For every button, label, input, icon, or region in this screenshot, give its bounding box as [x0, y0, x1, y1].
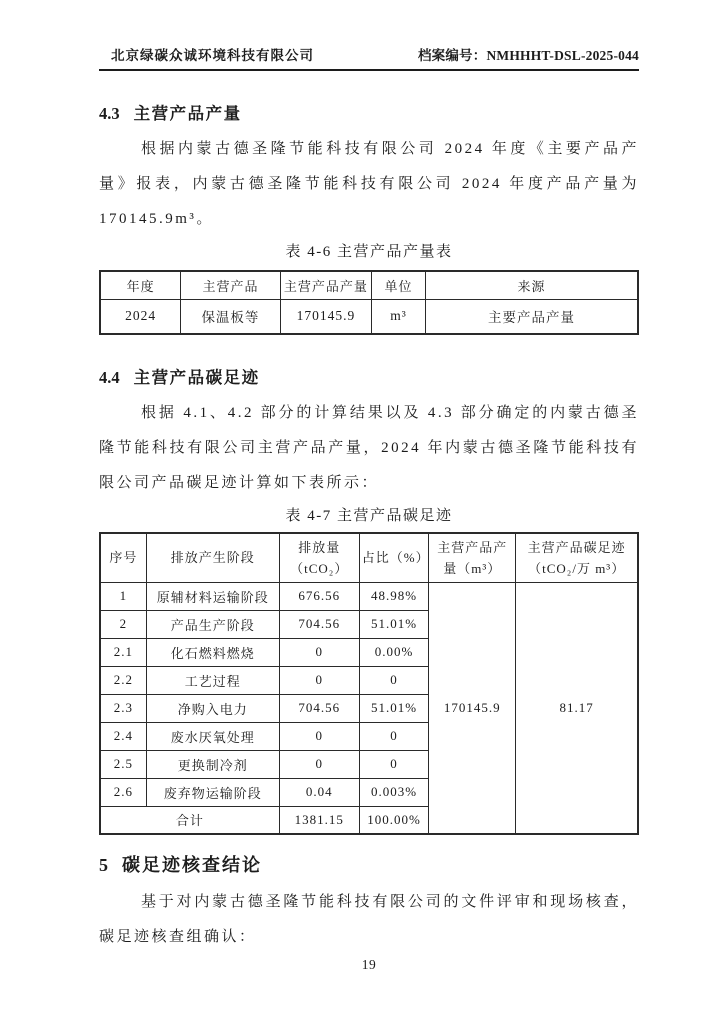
t47-cell-ratio: 48.98%: [359, 582, 428, 610]
t47-header-emission-line2: （tCO₂）: [290, 560, 349, 576]
header-doc-number: [418, 44, 639, 64]
t47-cell-index: 1: [100, 582, 146, 610]
table-4-7-header-row: [100, 533, 638, 582]
t47-cell-emission: 0: [279, 638, 359, 666]
t47-cell-ratio: 51.01%: [359, 694, 428, 722]
table-4-6: [99, 270, 639, 335]
t46-cell-source: 主要产品产量: [425, 299, 638, 334]
t47-cell-ratio: 51.01%: [359, 610, 428, 638]
t47-total-ratio: 100.00%: [359, 806, 428, 834]
t47-header-production-line1: 主营产品产: [437, 539, 508, 555]
t47-header-footprint-line2: （tCO₂/万 m³）: [528, 560, 626, 576]
header-company-name: 北京绿碳众诚环境科技有限公司: [111, 48, 314, 63]
t47-header-emission-line1: 排放量: [298, 539, 341, 555]
t47-cell-stage: 废水厌氧处理: [146, 722, 279, 750]
t46-header-unit: 单位: [372, 271, 426, 299]
table-4-6-data-row: [100, 299, 638, 334]
t47-header-ratio: 占比（%）: [359, 533, 428, 582]
doc-number-value: NMHHHT-DSL-2025-044: [486, 48, 639, 63]
section-4-4-title: 主营产品碳足迹: [133, 368, 260, 387]
t47-cell-emission: 704.56: [279, 610, 359, 638]
section-5-heading: [99, 851, 639, 877]
page-number: 19: [361, 957, 377, 972]
table-4-6-header-row: [100, 271, 638, 299]
t47-cell-production-merged: 170145.9: [429, 582, 516, 834]
t46-header-year: 年度: [100, 271, 181, 299]
section-4-4-number: 4.4: [99, 368, 120, 387]
table-4-7-caption: 表 4-7 主营产品碳足迹: [285, 508, 453, 524]
t47-cell-stage: 产品生产阶段: [146, 610, 279, 638]
t47-header-emission: [279, 533, 359, 582]
section-4-4-heading: [99, 364, 639, 388]
t46-cell-unit: m³: [372, 299, 426, 334]
t47-cell-emission: 0: [279, 666, 359, 694]
t47-cell-index: 2.3: [100, 694, 146, 722]
t47-cell-emission: 0: [279, 750, 359, 778]
t47-cell-emission: 0: [279, 722, 359, 750]
running-header: [99, 44, 639, 71]
t46-header-output: 主营产品产量: [280, 271, 371, 299]
section-4-3-paragraph: 根据内蒙古德圣隆节能科技有限公司 2024 年度《主要产品产量》报表，内蒙古德圣隆节能科技有限公司 2024 年度产品产量为 170145.9m³。: [99, 141, 639, 227]
t46-header-source: 来源: [425, 271, 638, 299]
section-4-3-heading: [99, 100, 639, 124]
t47-cell-stage: 化石燃料燃烧: [146, 638, 279, 666]
t47-total-label: 合计: [100, 806, 279, 834]
t47-header-footprint: [516, 533, 638, 582]
t46-cell-product: 保温板等: [181, 299, 281, 334]
t47-cell-ratio: 0: [359, 750, 428, 778]
t47-cell-emission: 704.56: [279, 694, 359, 722]
section-4-3-number: 4.3: [99, 104, 120, 123]
t47-cell-ratio: 0: [359, 666, 428, 694]
t46-header-product: 主营产品: [181, 271, 281, 299]
t47-cell-stage: 废弃物运输阶段: [146, 778, 279, 806]
section-5-number: 5: [99, 855, 108, 875]
t47-header-footprint-line1: 主营产品碳足迹: [527, 539, 626, 555]
t47-header-production: [429, 533, 516, 582]
section-5-paragraph: 基于对内蒙古德圣隆节能科技有限公司的文件评审和现场核查，碳足迹核查组确认：: [99, 894, 639, 945]
t47-header-stage: 排放产生阶段: [146, 533, 279, 582]
t47-cell-stage: 更换制冷剂: [146, 750, 279, 778]
t47-cell-emission: 0.04: [279, 778, 359, 806]
t47-cell-ratio: 0.00%: [359, 638, 428, 666]
t46-cell-output: 170145.9: [280, 299, 371, 334]
t47-cell-index: 2.2: [100, 666, 146, 694]
t47-header-index: 序号: [100, 533, 146, 582]
table-4-7: [99, 532, 639, 835]
t47-cell-stage: 工艺过程: [146, 666, 279, 694]
section-4-3-title: 主营产品产量: [133, 104, 242, 123]
t47-cell-stage: 原辅材料运输阶段: [146, 582, 279, 610]
section-4-4-paragraph: 根据 4.1、4.2 部分的计算结果以及 4.3 部分确定的内蒙古德圣隆节能科技有限公司主营产品产量，2024 年内蒙古德圣隆节能科技有限公司产品碳足迹计算如下表所示：: [99, 405, 639, 491]
table-4-6-caption: 表 4-6 主营产品产量表: [285, 244, 453, 260]
t47-cell-footprint-merged: 81.17: [516, 582, 638, 834]
t47-header-production-line2: 量（m³）: [443, 560, 502, 576]
t47-cell-stage: 净购入电力: [146, 694, 279, 722]
t47-total-emission: 1381.15: [279, 806, 359, 834]
doc-number-label: 档案编号：: [417, 48, 487, 63]
t47-cell-index: 2.4: [100, 722, 146, 750]
table-row: [100, 582, 638, 610]
t47-cell-index: 2.5: [100, 750, 146, 778]
t46-cell-year: 2024: [100, 299, 181, 334]
t47-cell-emission: 676.56: [279, 582, 359, 610]
t47-cell-index: 2.6: [100, 778, 146, 806]
section-5-title: 碳足迹核查结论: [122, 855, 262, 875]
t47-cell-index: 2.1: [100, 638, 146, 666]
t47-cell-index: 2: [100, 610, 146, 638]
t47-cell-ratio: 0.003%: [359, 778, 428, 806]
t47-cell-ratio: 0: [359, 722, 428, 750]
